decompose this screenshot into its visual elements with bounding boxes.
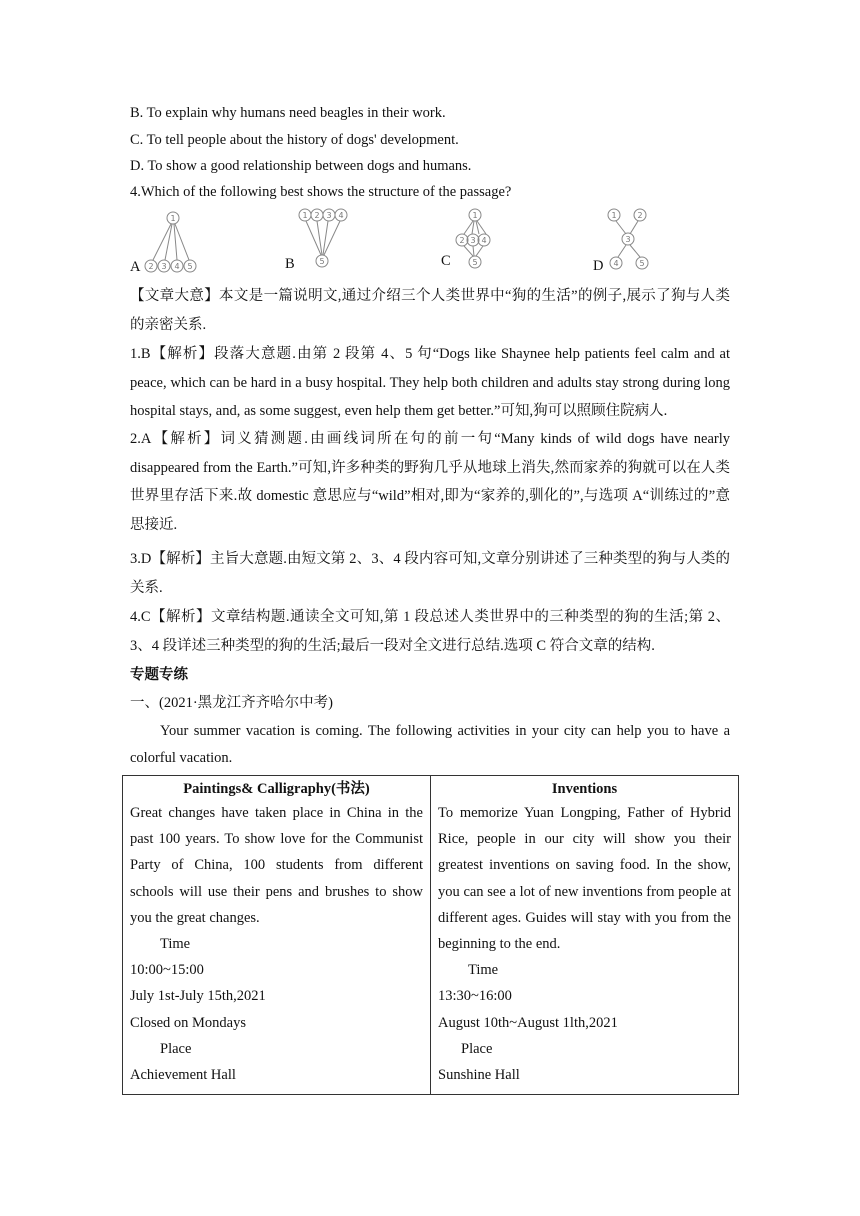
svg-text:2: 2 (637, 211, 643, 220)
svg-text:3: 3 (470, 236, 476, 245)
svg-text:1: 1 (611, 211, 617, 220)
answer-1: 1.B【解析】段落大意题.由第 2 段第 4、5 句“Dogs like Shaynee help patients feel calm and at peace, which can be hard in a busy hospital. They help both children and adults stay strong during long hospital stays, and, as some suggest, even help them get better.”可知,狗可以照顾住院病人. (130, 346, 730, 419)
activities-table (122, 775, 739, 1095)
svg-text:4: 4 (613, 259, 619, 268)
place-value: Achievement Hall (130, 1067, 236, 1084)
svg-text:4: 4 (481, 236, 487, 245)
svg-text:2: 2 (148, 262, 154, 271)
diagram-b-label: B (285, 256, 295, 272)
closing-note: Closed on Mondays (130, 1014, 246, 1031)
time-label: Time (160, 936, 191, 953)
diagram-b (296, 205, 356, 271)
place-label: Place (160, 1040, 192, 1057)
time-value: 13:30~16:00 (438, 988, 512, 1005)
option-b: B. To explain why humans need beagles in their work. (130, 105, 446, 121)
answer-2: 2.A【解析】词义猜测题.由画线词所在句的前一句“Many kinds of wild dogs have nearly disappeared from the Earth.”可知,许多种类的野狗几乎从地球上消失,然而家养的狗就可以在人类世界里存活下来.故 domestic 意思应与“wild”相对,即为“家养的,驯化的”,与选项 A“训练过的”意思接近. (130, 431, 730, 533)
exercise-source: 一、(2021·黑龙江齐齐哈尔中考) (130, 695, 333, 711)
diagram-a (140, 208, 206, 274)
diagram-d (603, 206, 655, 272)
activity-paintings (123, 776, 431, 1095)
svg-text:5: 5 (187, 262, 193, 271)
svg-text:4: 4 (338, 211, 344, 220)
answer-4: 4.C【解析】文章结构题.通读全文可知,第 1 段总述人类世界中的三种类型的狗的生活;第 2、3、4 段详述三种类型的狗的生活;最后一段对全文进行总结.选项 C 符合文章的结构. (130, 609, 730, 654)
option-d: D. To show a good relationship between dogs and humans. (130, 158, 472, 174)
svg-text:1: 1 (472, 211, 478, 220)
svg-text:2: 2 (459, 236, 465, 245)
activity-description: To memorize Yuan Longping, Father of Hybrid Rice, people in our city will show you their greatest inventions on saving food. In the show, you can see a lot of new inventions from people at different ages. Guides will stay with you from the beginning to the end. (438, 805, 731, 953)
svg-text:3: 3 (326, 211, 332, 220)
passage-summary: 【文章大意】本文是一篇说明文,通过介绍三个人类世界中“狗的生活”的例子,展示了狗与人类的亲密关系. (130, 288, 730, 333)
svg-text:1: 1 (170, 214, 176, 223)
place-value: Sunshine Hall (438, 1067, 520, 1084)
question-4: 4.Which of the following best shows the structure of the passage? (130, 184, 512, 200)
svg-text:3: 3 (161, 262, 167, 271)
time-value: 10:00~15:00 (130, 962, 204, 979)
activity-title: Paintings& Calligraphy(书法) (183, 781, 370, 797)
place-label: Place (461, 1040, 493, 1057)
section-title: 专题专练 (130, 667, 188, 683)
svg-text:5: 5 (319, 257, 325, 266)
diagram-c-label: C (441, 253, 451, 269)
date-value: August 10th~August 1lth,2021 (438, 1014, 618, 1031)
svg-text:5: 5 (639, 259, 645, 268)
svg-text:1: 1 (302, 211, 308, 220)
activity-inventions (431, 776, 739, 1095)
svg-text:5: 5 (472, 258, 478, 267)
time-label: Time (468, 962, 499, 979)
option-c: C. To tell people about the history of dogs' development. (130, 132, 459, 148)
date-value: July 1st-July 15th,2021 (130, 988, 266, 1005)
diagram-c (452, 206, 498, 272)
answer-3: 3.D【解析】主旨大意题.由短文第 2、3、4 段内容可知,文章分别讲述了三种类型的狗与人类的关系. (130, 551, 730, 596)
diagram-d-label: D (593, 258, 604, 274)
diagram-a-label: A (130, 259, 141, 275)
svg-text:3: 3 (625, 235, 631, 244)
svg-text:4: 4 (174, 262, 180, 271)
exercise-intro: Your summer vacation is coming. The following activities in your city can help you to have a colorful vacation. (130, 723, 730, 766)
activity-title: Inventions (551, 781, 618, 797)
svg-text:2: 2 (314, 211, 320, 220)
activity-description: Great changes have taken place in China in the past 100 years. To show love for the Communist Party of China, 100 students from different schools will use their pens and brushes to show you the great changes. (130, 805, 423, 926)
